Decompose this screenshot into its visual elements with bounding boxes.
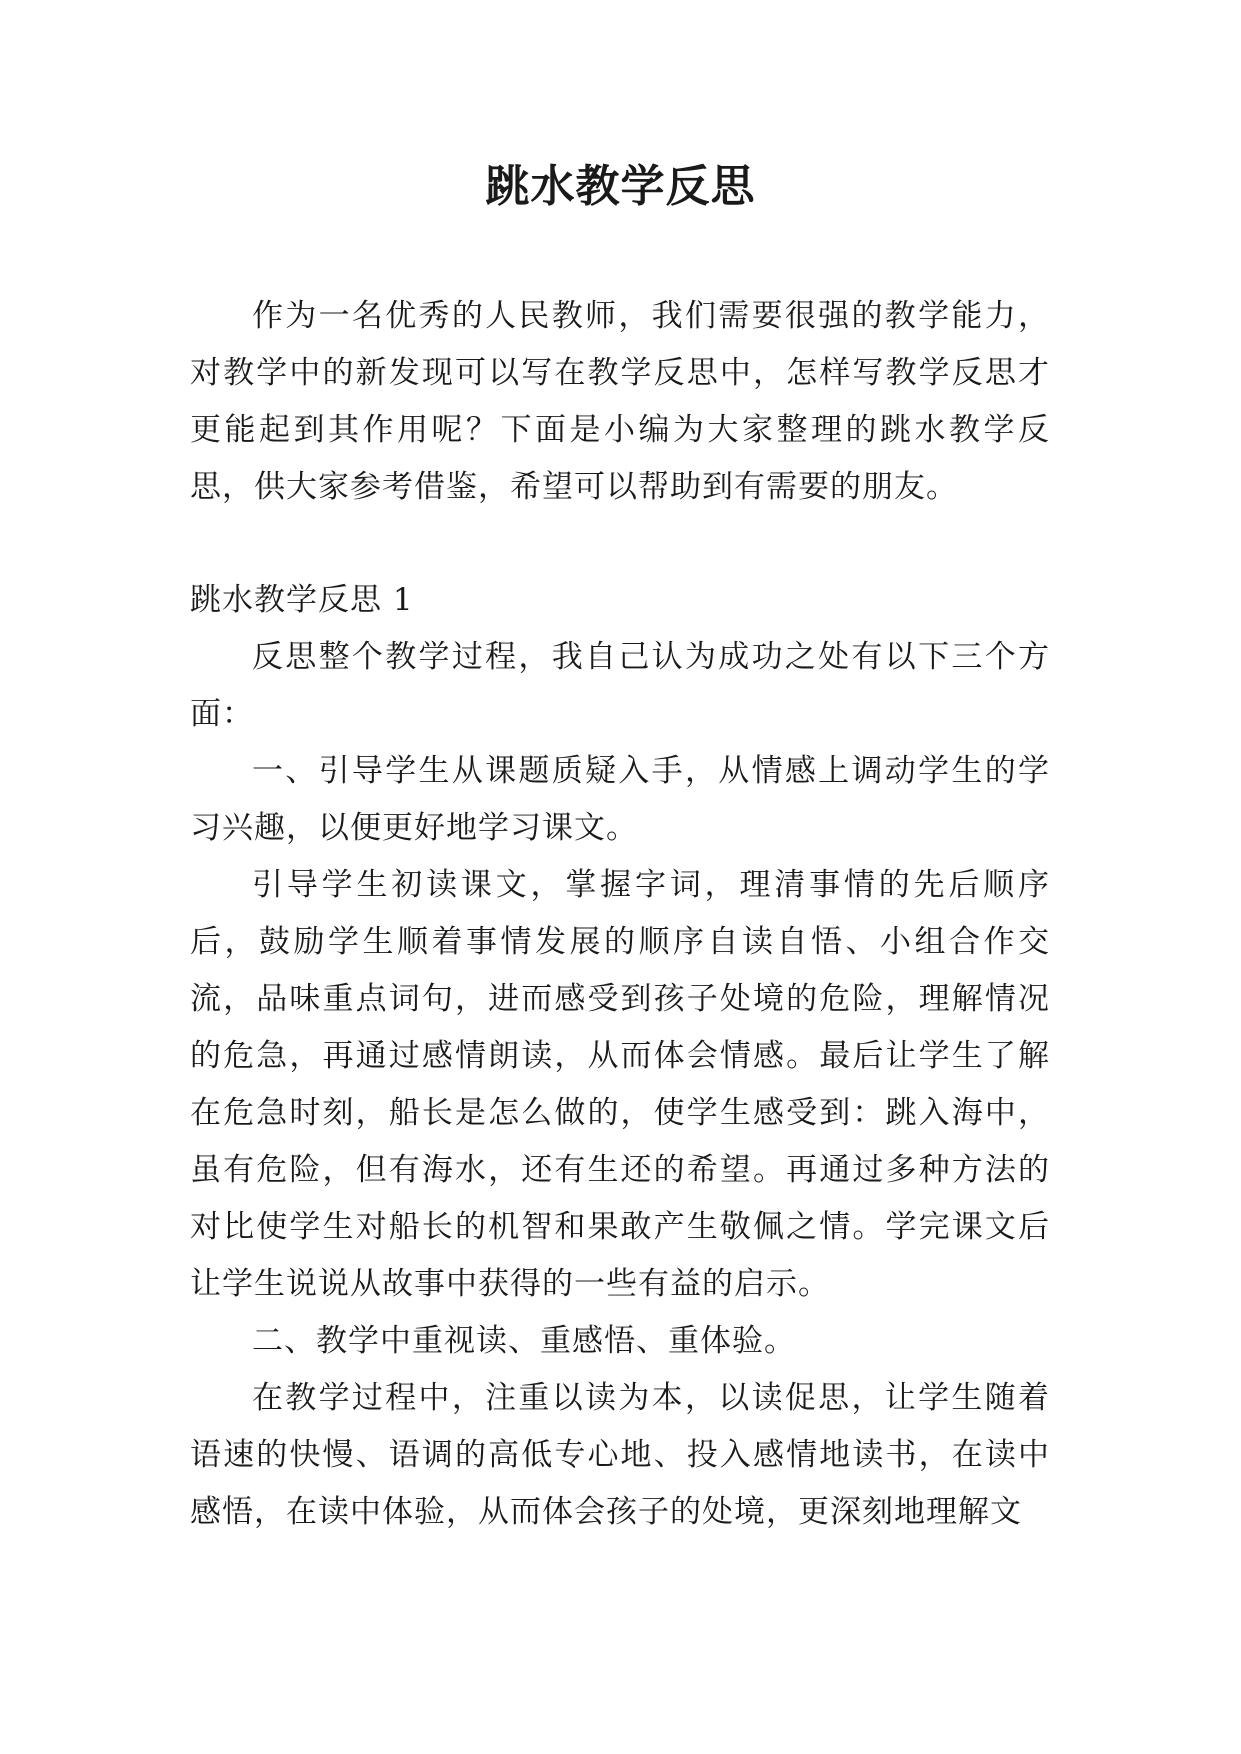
body-paragraph: 引导学生初读课文，掌握字词，理清事情的先后顺序后，鼓励学生顺着事情发展的顺序自读自悟、小组合作交流，品味重点词句，进而感受到孩子处境的危险，理解情况的危急，再通过感情朗读，从而体会情感。最后让学生了解在危急时刻，船长是怎么做的，使学生感受到：跳入海中，虽有危险，但有海水，还有生还的希望。再通过多种方法的对比使学生对船长的机智和果敢产生敬佩之情。学完课文后让学生说说从故事中获得的一些有益的启示。 (190, 867, 1050, 1302)
section-heading: 跳水教学反思 1 (190, 582, 414, 618)
document-body (190, 288, 1050, 1541)
point-heading: 一、引导学生从课题质疑入手，从情感上调动学生的学习兴趣，以便更好地学习课文。 (190, 753, 1050, 846)
document-title: 跳水教学反思 (485, 161, 756, 212)
body-paragraph: 在教学过程中，注重以读为本，以读促思，让学生随着语速的快慢、语调的高低专心地、投入感情地读书，在读中感悟，在读中体验，从而体会孩子的处境，更深刻地理解文 (190, 1380, 1050, 1530)
intro-paragraph: 作为一名优秀的人民教师，我们需要很强的教学能力，对教学中的新发现可以写在教学反思中，怎样写教学反思才更能起到其作用呢？下面是小编为大家整理的跳水教学反思，供大家参考借鉴，希望可以帮助到有需要的朋友。 (190, 298, 1050, 505)
point-heading: 二、教学中重视读、重感悟、重体验。 (252, 1323, 796, 1359)
body-paragraph: 反思整个教学过程，我自己认为成功之处有以下三个方面： (190, 639, 1050, 732)
